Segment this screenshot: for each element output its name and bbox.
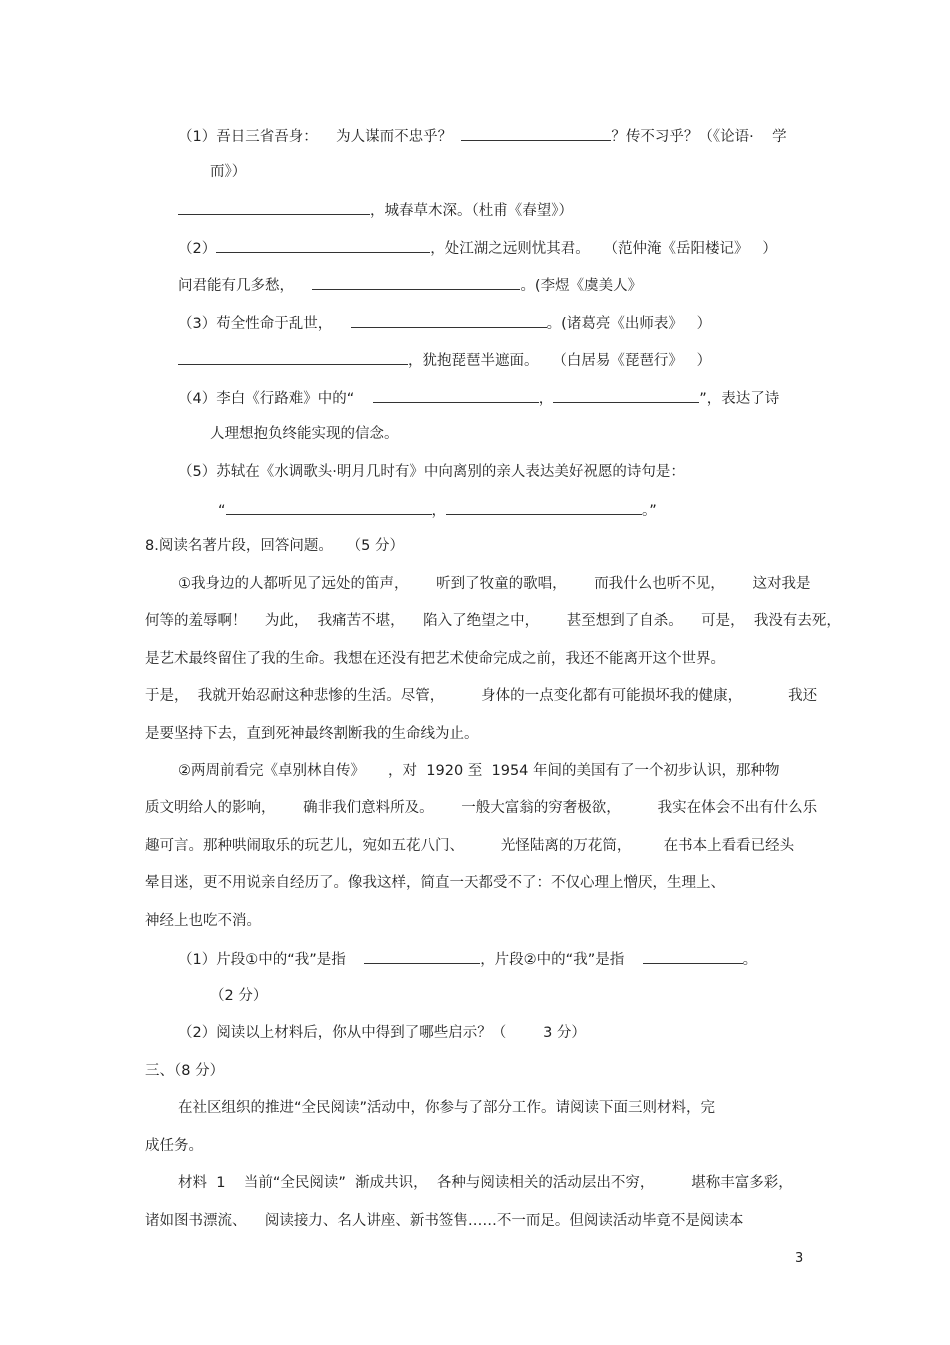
q8-passage2-line3: 趣可言。那种哄闹取乐的玩艺儿，宛如五花八门、 光怪陆离的万花筒， 在书本上看看已经头 xyxy=(145,838,795,854)
q8-passage2-line2: 质文明给人的影响， 确非我们意料所及。 一般大富翁的穷奢极欲， 我实在体会不出有什么乐 xyxy=(145,800,818,816)
q7-item2-line1: （2） ，处江湖之远则忧其君。 （范仲淹《岳阳楼记》 ） xyxy=(178,237,777,259)
section3-intro-line1: 在社区组织的推进“全民阅读”活动中，你参与了部分工作。请阅读下面三则材料，完 xyxy=(178,1100,716,1116)
q8-passage1-line5: 是要坚持下去，直到死神最终割断我的生命线为止。 xyxy=(145,726,479,742)
q7-item4-line2: 人理想抱负终能实现的信念。 xyxy=(210,426,399,442)
q8-passage1-line4: 于是， 我就开始忍耐这种悲惨的生活。尽管， 身体的一点变化都有可能损坏我的健康， 我还 xyxy=(145,688,818,704)
answer-blank[interactable] xyxy=(178,199,370,215)
answer-blank[interactable] xyxy=(178,349,408,365)
q7-item1-line1: （1）吾日三省吾身： 为人谋而不忠乎？ ？传不习乎？（《论语· 学 xyxy=(178,125,787,147)
answer-blank[interactable] xyxy=(364,948,480,964)
q7-item1-line3: ，城春草木深。（杜甫《春望》） xyxy=(178,199,573,221)
q7-item5-line1: （5）苏轼在《水调歌头·明月几时有》中向离别的亲人表达美好祝愿的诗句是： xyxy=(178,464,685,480)
answer-blank[interactable] xyxy=(216,237,430,253)
q8-title: 8.阅读名著片段，回答问题。 （5 分） xyxy=(145,538,404,554)
answer-blank[interactable] xyxy=(226,499,432,515)
section3-intro-line2: 成任务。 xyxy=(145,1138,203,1154)
answer-blank[interactable] xyxy=(553,387,699,403)
q7-item3-line2: ，犹抱琵琶半遮面。 （白居易《琵琶行》 ） xyxy=(178,349,711,371)
answer-blank[interactable] xyxy=(643,948,743,964)
answer-blank[interactable] xyxy=(446,499,642,515)
answer-blank[interactable] xyxy=(461,125,611,141)
answer-blank[interactable] xyxy=(373,387,539,403)
q8-sub1-line1: （1）片段①中的“我”是指 ，片段②中的“我”是指 。 xyxy=(178,948,757,970)
q8-passage1-line1: ①我身边的人都听见了远处的笛声， 听到了牧童的歌唱， 而我什么也听不见， 这对我是 xyxy=(178,576,811,592)
q8-sub1-score: （2 分） xyxy=(210,988,268,1004)
q8-passage1-line2: 何等的羞辱啊！ 为此， 我痛苦不堪， 陷入了绝望之中， 甚至想到了自杀。 可是， 我没有去死， xyxy=(145,613,841,629)
section3-title: 三、（8 分） xyxy=(145,1063,225,1079)
material1-line2: 诸如图书漂流、 阅读接力、名人讲座、新书签售……不一而足。但阅读活动毕竟不是阅读本 xyxy=(145,1213,744,1229)
q8-passage2-line5: 神经上也吃不消。 xyxy=(145,913,261,929)
page-number: 3 xyxy=(795,1251,804,1266)
q8-passage1-line3: 是艺术最终留住了我的生命。我想在还没有把艺术使命完成之前，我还不能离开这个世界。 xyxy=(145,651,725,667)
q7-item1-line2: 而》） xyxy=(210,164,247,180)
answer-blank[interactable] xyxy=(351,312,547,328)
q8-passage2-line4: 晕目迷，更不用说亲自经历了。像我这样，简直一天都受不了：不仅心理上憎厌，生理上、 xyxy=(145,875,725,891)
q7-item3-line1: （3）苟全性命于乱世， 。(诸葛亮《出师表》 ） xyxy=(178,312,711,334)
material1-line1: 材料 1 当前“全民阅读” 渐成共识， 各种与阅读相关的活动层出不穷， 堪称丰富多彩， xyxy=(178,1175,793,1191)
q7-item5-line2: “ ， 。” xyxy=(218,499,657,521)
q8-passage2-line1: ②两周前看完《卓别林自传》 ，对 1920 至 1954 年间的美国有了一个初步认识，那种物 xyxy=(178,763,780,779)
q7-item4-line1: （4）李白《行路难》中的“ ， ”，表达了诗 xyxy=(178,387,779,409)
answer-blank[interactable] xyxy=(312,274,520,290)
q8-sub2: （2）阅读以上材料后，你从中得到了哪些启示？（ 3 分） xyxy=(178,1025,586,1041)
q7-item2-line2: 问君能有几多愁， 。(李煜《虞美人》 xyxy=(178,274,642,296)
